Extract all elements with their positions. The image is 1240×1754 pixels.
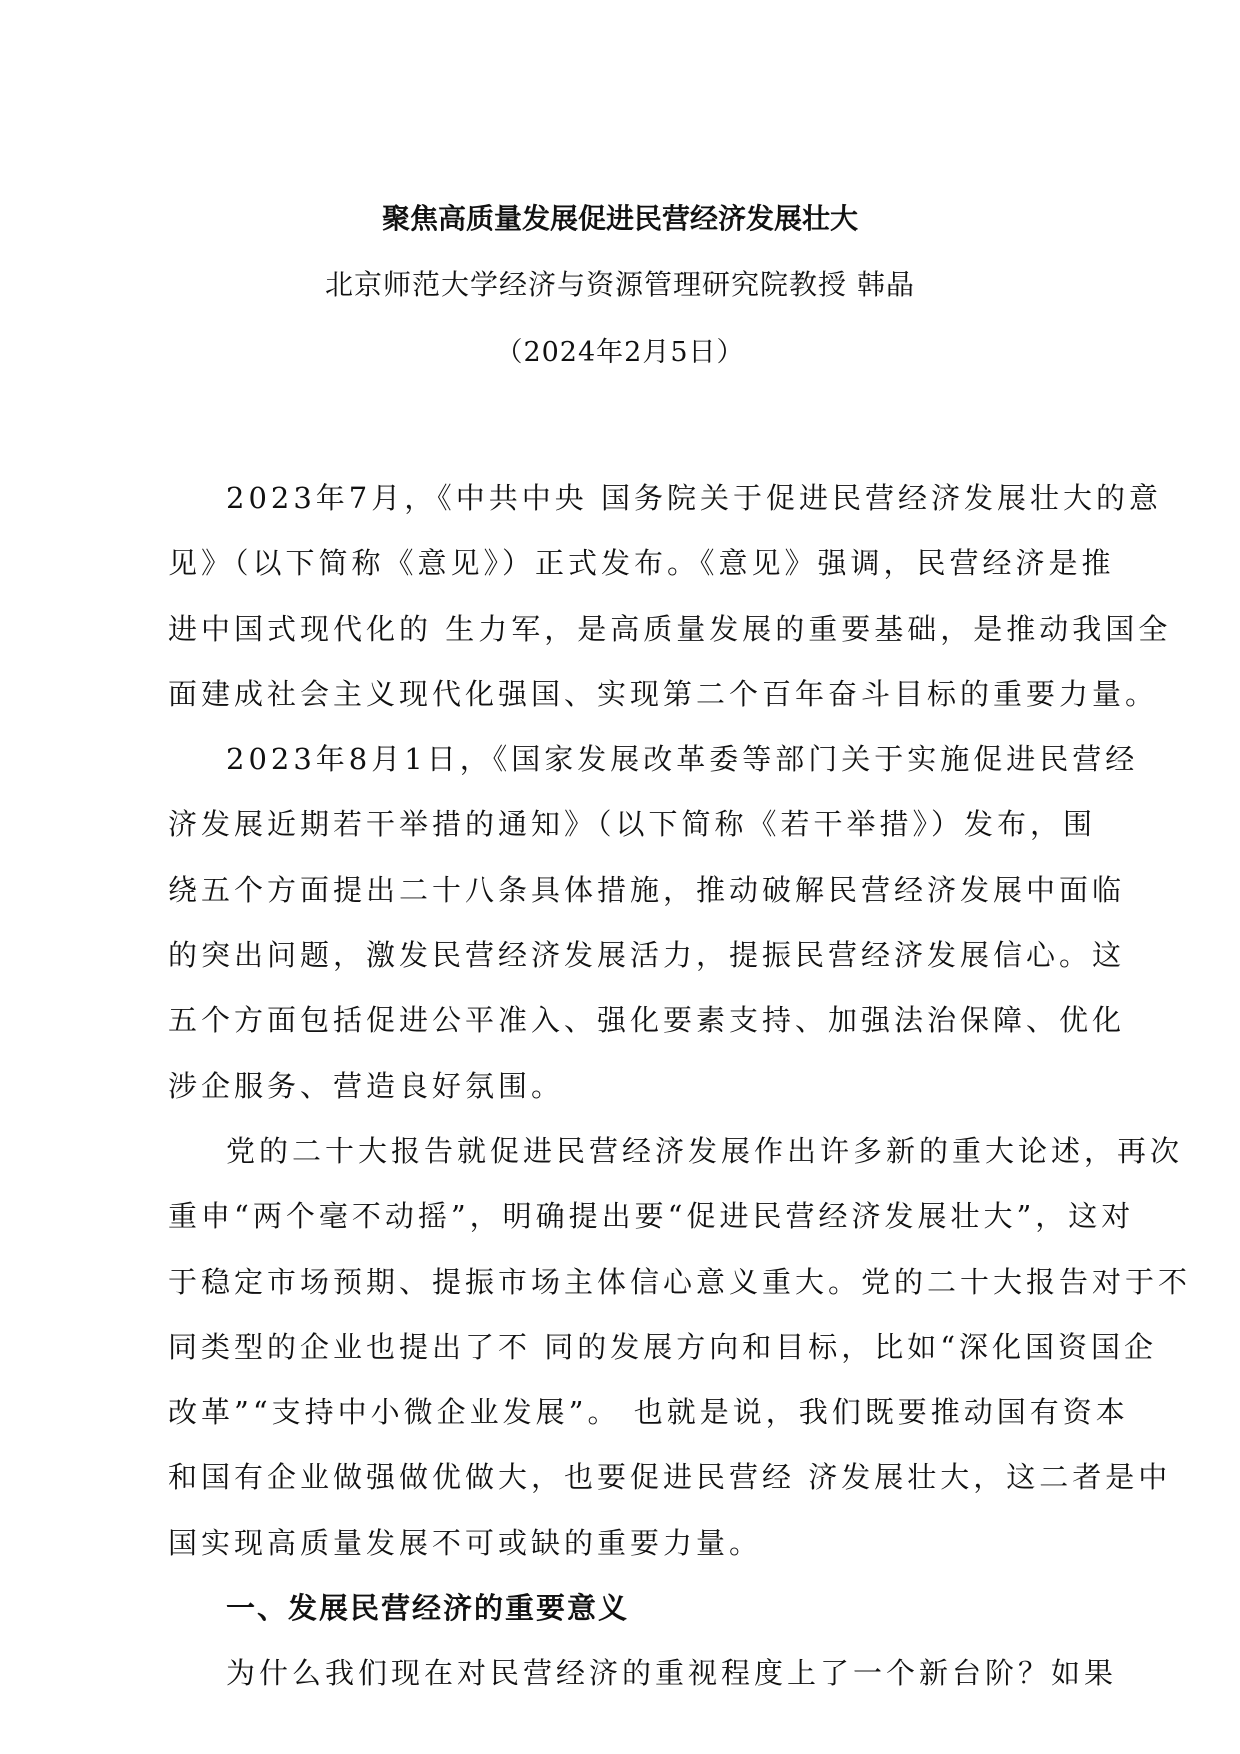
document-title: 聚焦高质量发展促进民营经济发展壮大: [381, 202, 858, 235]
paragraph-3-line-7: 国实现高质量发展不可或缺的重要力量。: [168, 1525, 763, 1560]
paragraph-2-line-5: 五个方面包括促进公平准入、强化要素支持、加强法治保障、优化: [168, 1003, 1126, 1038]
paragraph-3-line-2: 重申“两个毫不动摇”，明确提出要“促进民营经济发展壮大”，这对: [168, 1199, 1135, 1234]
paragraph-3-line-5: 改革”“支持中小微企业发展”。 也就是说，我们既要推动国有资本: [168, 1395, 1129, 1430]
paragraph-3-line-1: 党的二十大报告就促进民营经济发展作出许多新的重大论述，再次: [226, 1133, 1184, 1168]
author-line: 北京师范大学经济与资源管理研究院教授 韩晶: [325, 268, 915, 301]
paragraph-3-line-6: 和国有企业做强做优做大，也要促进民营经 济发展壮大，这二者是中: [168, 1460, 1172, 1495]
paragraph-2-line-1: 2023年8月1日，《国家发展改革委等部门关于实施促进民营经: [226, 742, 1139, 777]
section-heading: 一、发展民营经济的重要意义: [226, 1591, 630, 1626]
paragraph-3-line-4: 同类型的企业也提出了不 同的发展方向和目标，比如“深化国资国企: [168, 1329, 1158, 1364]
paragraph-2-line-2: 济发展近期若干举措的通知》（以下简称《若干举措》）发布，围: [168, 807, 1097, 842]
closing-line: 为什么我们现在对民营经济的重视程度上了一个新台阶？如果: [226, 1656, 1118, 1691]
paragraph-2-line-6: 涉企服务、营造良好氛围。: [168, 1068, 565, 1103]
paragraph-3-line-3: 于稳定市场预期、提振市场主体信心意义重大。党的二十大报告对于不: [168, 1264, 1192, 1299]
paragraph-1-line-1: 2023年7月，《中共中央 国务院关于促进民营经济发展壮大的意: [226, 481, 1162, 515]
publication-date: （2024年2月5日）: [495, 337, 745, 368]
paragraph-2-line-4: 的突出问题，激发民营经济发展活力，提振民营经济发展信心。这: [168, 938, 1126, 973]
paragraph-1-line-2: 见》（以下简称《意见》）正式发布。《意见》强调，民营经济是推: [168, 546, 1115, 581]
article-body: [168, 466, 1192, 1707]
paragraph-2-line-3: 绕五个方面提出二十八条具体措施，推动破解民营经济发展中面临: [168, 872, 1126, 907]
paragraph-1-line-3: 进中国式现代化的 生力军，是高质量发展的重要基础，是推动我国全: [168, 611, 1172, 646]
paragraph-1-line-4: 面建成社会主义现代化强国、实现第二个百年奋斗目标的重要力量。: [168, 676, 1159, 711]
